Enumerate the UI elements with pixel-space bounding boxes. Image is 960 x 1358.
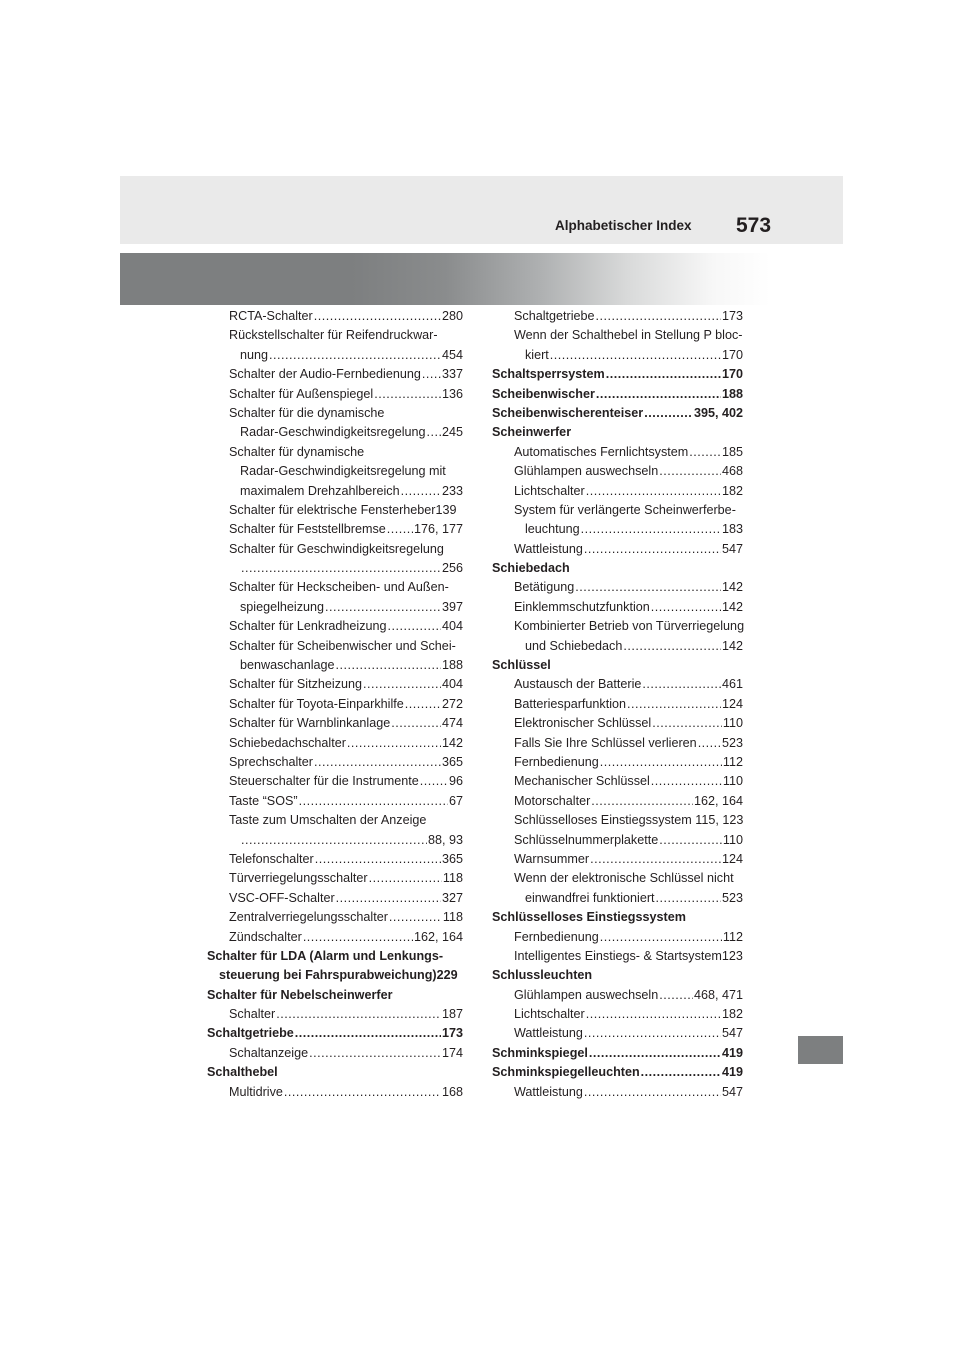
index-entry: [207, 714, 463, 733]
leader-dots: [656, 889, 721, 908]
index-term: einwandfrei funktioniert: [525, 890, 655, 905]
leader-dots: [644, 404, 693, 423]
index-entry: [207, 966, 463, 985]
index-term: Schalter für die dynamische: [229, 405, 385, 420]
leader-dots: [606, 365, 721, 384]
leader-dots: [584, 1083, 721, 1102]
index-term: Schlussleuchten: [492, 968, 593, 983]
index-term: Steuerschalter für die Instrumente: [229, 774, 419, 789]
index-term: Schalter für Sitzheizung: [229, 677, 363, 692]
index-entry: [207, 869, 463, 888]
page-reference: 110: [722, 832, 743, 847]
index-term: Wattleistung: [514, 541, 583, 556]
leader-dots: [698, 734, 721, 753]
leader-dots: [600, 753, 722, 772]
index-entry: [207, 792, 463, 811]
index-term: Wenn der elektronische Schlüssel nicht: [514, 871, 734, 886]
page-reference: 110: [722, 716, 743, 731]
index-term: Intelligentes Einstiegs- & Startsystem123: [514, 948, 743, 963]
index-term: Sprechschalter: [229, 754, 313, 769]
page-number: 573: [736, 214, 772, 237]
index-entry: [207, 326, 463, 345]
leader-dots: [388, 617, 441, 636]
leader-dots: [596, 307, 721, 326]
index-entry: [492, 734, 743, 753]
index-term: Schalter: [229, 1007, 276, 1022]
index-term: Schalter für Warnblinkanlage: [229, 716, 391, 731]
leader-dots: [284, 1083, 441, 1102]
leader-dots: [427, 423, 441, 442]
page-reference: 174: [441, 1045, 463, 1060]
page-reference: 182: [721, 483, 743, 498]
index-entry: [492, 501, 743, 520]
index-entry: [207, 734, 463, 753]
leader-dots: [659, 831, 722, 850]
index-column-left: [207, 307, 463, 1102]
index-entry: [492, 792, 743, 811]
page-reference: 96: [448, 774, 463, 789]
page-reference: 88, 93: [427, 832, 463, 847]
index-entry: [492, 656, 743, 675]
index-entry: [492, 540, 743, 559]
index-term: Telefonschalter: [229, 851, 314, 866]
index-entry: [207, 1083, 463, 1102]
page-reference: 124: [721, 696, 743, 711]
index-term: Schlüsselloses Einstiegssystem 115, 123: [514, 813, 744, 828]
index-term: Wenn der Schalthebel in Stellung P bloc-: [514, 328, 743, 343]
leader-dots: [420, 772, 448, 791]
index-term: spiegelheizung: [240, 599, 325, 614]
page-reference: 173: [441, 1026, 463, 1041]
page-reference: 162, 164: [413, 929, 463, 944]
leader-dots: [575, 578, 721, 597]
index-term: Schminkspiegelleuchten: [492, 1065, 640, 1080]
index-term: Rückstellschalter für Reifendruckwar-: [229, 328, 438, 343]
index-entry: [207, 695, 463, 714]
index-entry: [207, 443, 463, 462]
leader-dots: [325, 598, 441, 617]
index-entry: [492, 307, 743, 326]
index-entry: [492, 578, 743, 597]
section-title: Alphabetischer Index: [555, 218, 692, 233]
page-reference: 112: [722, 929, 743, 944]
index-entry: [492, 889, 743, 908]
index-term: benwaschanlage: [240, 658, 335, 673]
index-term: Schalter für Toyota-Einparkhilfe: [229, 696, 404, 711]
index-entry: [207, 1005, 463, 1024]
page-reference: 162, 164: [693, 793, 743, 808]
page-reference: 185: [721, 444, 743, 459]
leader-dots: [241, 559, 441, 578]
index-term: Einklemmschutzfunktion: [514, 599, 650, 614]
leader-dots: [689, 443, 721, 462]
page-reference: 256: [441, 561, 463, 576]
index-entry: [492, 1083, 743, 1102]
index-term: Batteriesparfunktion: [514, 696, 627, 711]
index-term: Scheinwerfer: [492, 425, 572, 440]
index-term: kiert: [525, 347, 549, 362]
index-term: Taste zum Umschalten der Anzeige: [229, 813, 427, 828]
index-entry: [207, 404, 463, 423]
index-term: Schminkspiegel: [492, 1045, 588, 1060]
index-term: Schlüsselloses Einstiegssystem: [492, 910, 686, 925]
page-reference: 170: [721, 367, 743, 382]
index-entry: [492, 869, 743, 888]
index-term: Fernbedienung: [514, 754, 599, 769]
page-reference: 233: [441, 483, 463, 498]
index-entry: [207, 365, 463, 384]
page-reference: 67: [448, 793, 463, 808]
page-reference: 397: [441, 599, 463, 614]
index-entry: [492, 947, 743, 966]
index-term: Mechanischer Schlüssel: [514, 774, 650, 789]
header-gradient-bar: [120, 253, 843, 305]
index-entry: [207, 1024, 463, 1043]
index-term: maximalem Drehzahlbereich: [240, 483, 400, 498]
page-reference: 142: [721, 599, 743, 614]
page-reference: 142: [441, 735, 463, 750]
index-entry: [492, 443, 743, 462]
index-term: Wattleistung: [514, 1084, 583, 1099]
index-entry: [207, 501, 463, 520]
index-entry: [207, 772, 463, 791]
page-reference: 468, 471: [693, 987, 743, 1002]
page-reference: 404: [441, 677, 463, 692]
index-entry: [492, 850, 743, 869]
page-reference: 118: [442, 910, 463, 925]
leader-dots: [241, 831, 427, 850]
index-entry: [207, 753, 463, 772]
leader-dots: [401, 482, 441, 501]
leader-dots: [295, 1024, 441, 1043]
index-term: leuchtung: [525, 522, 580, 537]
index-entry: [207, 540, 463, 559]
page-reference: 474: [441, 716, 463, 731]
leader-dots: [651, 772, 722, 791]
page-reference: 461: [721, 677, 743, 692]
index-entry: [492, 423, 743, 442]
page-reference: 547: [721, 1084, 743, 1099]
index-term: RCTA-Schalter: [229, 309, 313, 323]
index-term: Glühlampen auswechseln: [514, 987, 659, 1002]
leader-dots: [590, 850, 721, 869]
index-column-right: [492, 307, 743, 1102]
index-term: Zentralverriegelungsschalter: [229, 910, 388, 925]
index-entry: [492, 714, 743, 733]
index-entry: [207, 1044, 463, 1063]
index-term: Schalter für dynamische: [229, 444, 365, 459]
index-term: Austausch der Batterie: [514, 677, 642, 692]
page-reference: 173: [721, 309, 743, 323]
index-term: Schaltgetriebe: [207, 1026, 294, 1041]
index-entry: [492, 1024, 743, 1043]
leader-dots: [363, 675, 441, 694]
page-reference: 136: [441, 386, 463, 401]
index-term: Lichtschalter: [514, 1007, 585, 1022]
index-term: Schaltgetriebe: [514, 309, 595, 323]
index-entry: [492, 831, 743, 850]
index-term: Schalthebel: [207, 1065, 278, 1080]
leader-dots: [581, 520, 721, 539]
leader-dots: [600, 928, 722, 947]
index-entry: [492, 520, 743, 539]
page-reference: 170: [721, 347, 743, 362]
index-term: Scheibenwischerenteiser: [492, 405, 644, 420]
index-entry: [492, 559, 743, 578]
leader-dots: [659, 462, 721, 481]
page-reference: 468: [721, 464, 743, 479]
leader-dots: [374, 385, 441, 404]
leader-dots: [276, 1005, 441, 1024]
leader-dots: [314, 753, 441, 772]
page-reference: 365: [441, 754, 463, 769]
leader-dots: [642, 675, 721, 694]
index-entry: [207, 385, 463, 404]
index-term: Türverriegelungsschalter: [229, 871, 368, 886]
page-reference: 327: [441, 890, 463, 905]
leader-dots: [584, 1024, 721, 1043]
index-entry: [207, 675, 463, 694]
page-reference: 272: [441, 696, 463, 711]
index-entry: [207, 1063, 463, 1082]
header-band: [120, 176, 843, 244]
index-entry: [492, 385, 743, 404]
leader-dots: [389, 908, 442, 927]
index-entry: [492, 753, 743, 772]
index-entry: [207, 598, 463, 617]
index-term: Fernbedienung: [514, 929, 599, 944]
index-entry: [207, 947, 463, 966]
index-entry: [207, 908, 463, 927]
index-entry: [207, 637, 463, 656]
leader-dots: [405, 695, 441, 714]
index-entry: [492, 675, 743, 694]
leader-dots: [387, 520, 413, 539]
index-term: Elektronischer Schlüssel: [514, 716, 652, 731]
index-entry: [207, 986, 463, 1005]
index-term: Radar-Geschwindigkeitsregelung: [240, 425, 426, 440]
index-entry: [207, 559, 463, 578]
page-reference: 547: [721, 1026, 743, 1041]
page-reference: 142: [721, 580, 743, 595]
index-term: Schalter für Lenkradheizung: [229, 619, 387, 634]
index-term: Automatisches Fernlichtsystem: [514, 444, 689, 459]
index-term: VSC-OFF-Schalter: [229, 890, 335, 905]
page-reference: 118: [442, 871, 463, 886]
index-term: Schalter für elektrische Fensterheber139: [229, 502, 457, 517]
index-term: Multidrive: [229, 1084, 283, 1099]
page-reference: 419: [721, 1065, 743, 1080]
index-entry: [492, 1063, 743, 1082]
leader-dots: [586, 482, 721, 501]
index-term: Schlüssel: [492, 658, 551, 673]
leader-dots: [627, 695, 721, 714]
page-reference: 337: [441, 367, 463, 382]
index-entry: [492, 966, 743, 985]
index-term: Schaltsperrsystem: [492, 367, 605, 382]
index-entry: [207, 520, 463, 539]
page-reference: 547: [721, 541, 743, 556]
page-reference: 365: [441, 851, 463, 866]
leader-dots: [641, 1063, 721, 1082]
page-reference: 142: [721, 638, 743, 653]
leader-dots: [336, 889, 441, 908]
index-entry: [207, 831, 463, 850]
index-entry: [492, 1044, 743, 1063]
index-term: Motorschalter: [514, 793, 591, 808]
leader-dots: [652, 714, 722, 733]
leader-dots: [336, 656, 441, 675]
leader-dots: [659, 986, 693, 1005]
page-reference: 182: [721, 1007, 743, 1022]
index-term: nung: [240, 347, 269, 362]
index-term: Wattleistung: [514, 1026, 583, 1041]
index-entry: [492, 695, 743, 714]
page-reference: 188: [441, 658, 463, 673]
index-term: Betätigung: [514, 580, 575, 595]
index-entry: [492, 482, 743, 501]
leader-dots: [347, 734, 441, 753]
page-reference: 188: [721, 386, 743, 401]
index-entry: [492, 908, 743, 927]
leader-dots: [651, 598, 721, 617]
page-reference: 187: [441, 1007, 463, 1022]
index-entry: [492, 928, 743, 947]
page-reference: 183: [721, 522, 743, 537]
page-reference: 124: [721, 851, 743, 866]
index-entry: [207, 811, 463, 830]
index-entry: [207, 482, 463, 501]
index-term: Schalter für Feststellbremse: [229, 522, 386, 537]
index-term: Schalter der Audio-Fernbedienung: [229, 367, 421, 382]
index-term: Warnsummer: [514, 851, 590, 866]
leader-dots: [596, 385, 721, 404]
leader-dots: [315, 850, 441, 869]
page-reference: 168: [441, 1084, 463, 1099]
index-term: Schaltanzeige: [229, 1045, 309, 1060]
index-entry: [492, 326, 743, 345]
index-term: Falls Sie Ihre Schlüssel verlieren: [514, 735, 697, 750]
index-term: Schalter für Nebelscheinwerfer: [207, 987, 393, 1002]
page-reference: 245: [441, 425, 463, 440]
page-reference: 419: [721, 1045, 743, 1060]
leader-dots: [591, 792, 693, 811]
page-reference: 523: [721, 735, 743, 750]
leader-dots: [314, 307, 441, 326]
index-entry: [492, 772, 743, 791]
index-entry: [492, 617, 743, 636]
index-entry: [492, 598, 743, 617]
index-term: steuerung bei Fahrspurabweichung)229: [219, 968, 458, 983]
page-reference: 523: [721, 890, 743, 905]
index-entry: [492, 404, 743, 423]
index-entry: [207, 928, 463, 947]
leader-dots: [309, 1044, 441, 1063]
index-entry: [207, 423, 463, 442]
leader-dots: [589, 1044, 721, 1063]
page-reference: 110: [722, 774, 743, 789]
index-term: System für verlängerte Scheinwerferbe-: [514, 502, 736, 517]
leader-dots: [269, 346, 441, 365]
index-entry: [207, 307, 463, 326]
index-term: Schalter für Scheibenwischer und Schei-: [229, 638, 456, 653]
index-term: Kombinierter Betrieb von Türverriegelung: [514, 619, 745, 634]
index-entry: [492, 462, 743, 481]
index-term: Schalter für LDA (Alarm und Lenkungs-: [207, 948, 444, 963]
index-entry: [207, 850, 463, 869]
index-term: Schiebedachschalter: [229, 735, 346, 750]
page-reference: 280: [441, 309, 463, 323]
page-reference: 454: [441, 347, 463, 362]
index-term: Taste “SOS”: [229, 793, 298, 808]
index-entry: [207, 578, 463, 597]
leader-dots: [299, 792, 448, 811]
index-entry: [207, 656, 463, 675]
index-term: und Schiebedach: [525, 638, 623, 653]
index-entry: [207, 462, 463, 481]
index-term: Scheibenwischer: [492, 386, 595, 401]
index-term: Zündschalter: [229, 929, 302, 944]
leader-dots: [584, 540, 721, 559]
chapter-tab: [798, 1036, 843, 1064]
index-term: Schalter für Heckscheiben- und Außen-: [229, 580, 449, 595]
index-term: Glühlampen auswechseln: [514, 464, 659, 479]
index-entry: [492, 811, 743, 830]
page-reference: 176, 177: [413, 522, 463, 537]
index-term: Schlüsselnummerplakette: [514, 832, 659, 847]
index-entry: [492, 1005, 743, 1024]
index-entry: [492, 637, 743, 656]
leader-dots: [623, 637, 721, 656]
leader-dots: [586, 1005, 721, 1024]
page-reference: 395, 402: [693, 405, 743, 420]
leader-dots: [391, 714, 441, 733]
leader-dots: [369, 869, 442, 888]
leader-dots: [550, 346, 721, 365]
index-entry: [492, 346, 743, 365]
leader-dots: [303, 928, 413, 947]
index-term: Radar-Geschwindigkeitsregelung mit: [240, 464, 446, 479]
index-entry: [492, 365, 743, 384]
index-entry: [207, 889, 463, 908]
index-term: Schiebedach: [492, 561, 570, 576]
index-entry: [207, 346, 463, 365]
index-term: Lichtschalter: [514, 483, 585, 498]
index-term: Schalter für Außenspiegel: [229, 386, 374, 401]
page-reference: 404: [441, 619, 463, 634]
page-reference: 112: [722, 754, 743, 769]
index-term: Schalter für Geschwindigkeitsregelung: [229, 541, 444, 556]
leader-dots: [422, 365, 441, 384]
index-entry: [492, 986, 743, 1005]
index-entry: [207, 617, 463, 636]
